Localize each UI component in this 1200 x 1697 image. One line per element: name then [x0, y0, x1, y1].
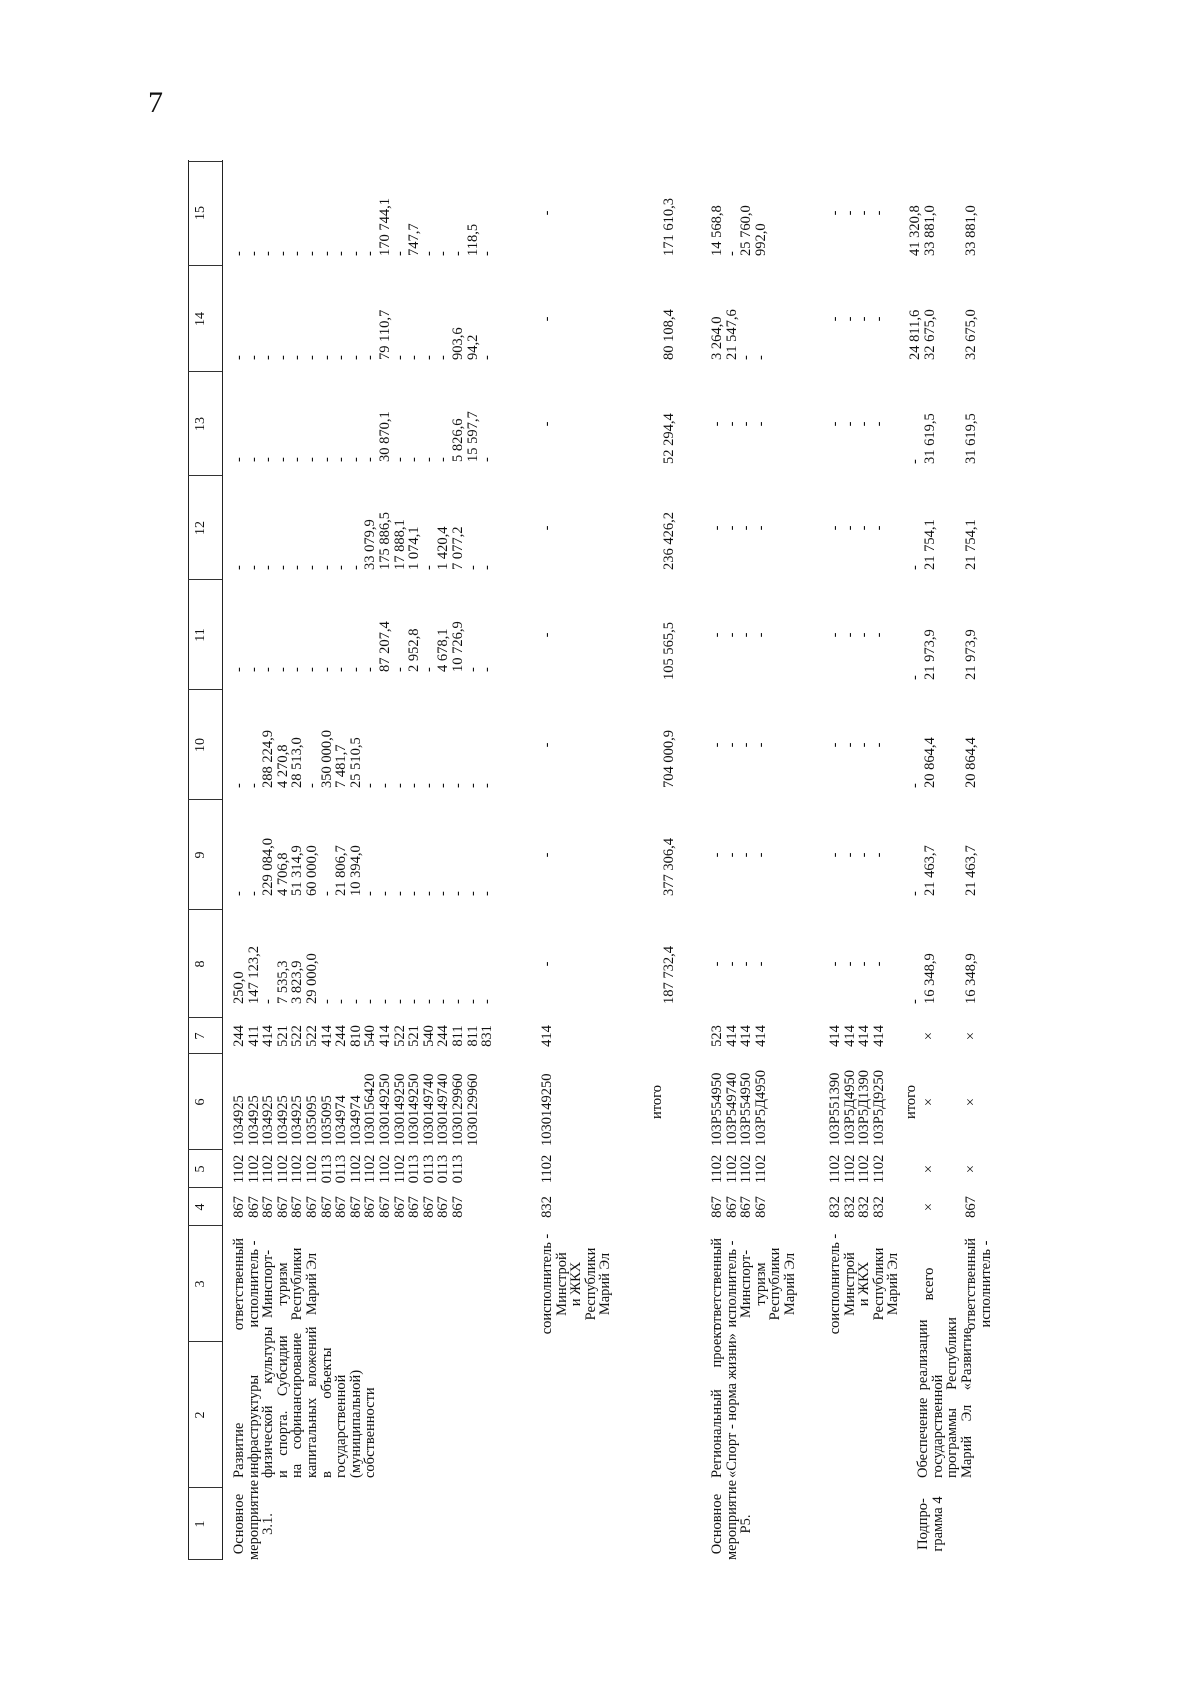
amount-dashes: - - - - — [827, 742, 887, 748]
col-header: 3 — [193, 1280, 208, 1288]
rotated-table — [188, 160, 1188, 1560]
rzpr-codes: 1102 — [539, 1154, 555, 1184]
amount-dash: - — [539, 742, 555, 748]
amount-dash: - — [539, 316, 555, 322]
total-label: итого — [649, 1085, 665, 1119]
col-divider — [188, 1341, 222, 1342]
amount-dash: - — [539, 961, 555, 967]
table-top-rule — [188, 160, 189, 1560]
amount-dashes: - - - - — [709, 632, 769, 638]
col-header: 12 — [193, 521, 208, 535]
grbs-codes: 832 832 832 832 — [827, 1196, 887, 1218]
total-value: 41 320,8 33 881,0 — [907, 205, 938, 256]
col-header: 1 — [193, 1520, 208, 1528]
amount-dashes: - - - - — [827, 525, 887, 531]
amount-dashes: - - - - — [827, 852, 887, 858]
amount-dashes: - - - - — [709, 961, 769, 967]
col-divider — [188, 371, 222, 372]
co-executor-label: соисполнитель - Минстрой и ЖКХ Республики Марий Эл — [539, 1233, 614, 1335]
total-value: 105 565,5 — [661, 622, 677, 680]
executor-label: ответственный исполнитель - Минспорт- туризм Республики Марий Эл — [709, 1237, 798, 1331]
amount-value: 20 864,4 — [963, 737, 979, 788]
amount-dashes: - - - - — [827, 316, 887, 322]
table-header-rule — [222, 160, 223, 1560]
col-divider — [188, 1053, 222, 1054]
amount-dash: - — [539, 632, 555, 638]
amounts-col15: 14 568,8 - 25 760,0 992,0 — [709, 205, 769, 256]
col-header: 15 — [193, 206, 208, 220]
rzpr-codes: 1102 1102 1102 1102 — [709, 1154, 769, 1184]
total-value: - 21 754,1 — [907, 519, 938, 570]
col-header: 2 — [193, 1411, 208, 1419]
col-divider — [188, 579, 222, 580]
row-label-measure: Основное мероприятие Р5. — [709, 1479, 755, 1560]
csr-codes: 103Р551390 103Р5Д4950 103Р5Д1390 103Р5Д9250 — [827, 1070, 887, 1146]
total-value: 704 000,9 — [661, 730, 677, 788]
rzpr-codes: 1102 1102 1102 1102 1102 1102 0113 0113 1102 1102 1102 1102 0113 0113 0113 0113 — [231, 1154, 466, 1184]
amount-dashes: - - - - — [709, 421, 769, 427]
rzpr-codes: 1102 1102 1102 1102 — [827, 1154, 887, 1184]
cross-mark: × — [921, 1164, 937, 1174]
subprogram-description: Обеспечение реализации государственной программы Республики Марий Эл «Развитие — [915, 1317, 975, 1478]
amount-value: 21 973,9 — [963, 629, 979, 680]
measure-description: Региональный проект «Спорт - норма жизни» — [709, 1325, 740, 1478]
col-divider — [188, 1559, 222, 1560]
amounts-col14: 3 264,0 21 547,6 - - — [709, 309, 769, 360]
csr-codes: 103Р554950 103Р549740 103Р554950 103Р5Д4950 — [709, 1070, 769, 1146]
total-value: 187 732,4 — [661, 946, 677, 1004]
col-divider — [188, 1017, 222, 1018]
amount-value: 21 463,7 — [963, 845, 979, 896]
col-header: 4 — [193, 1203, 208, 1211]
amount-dash: - — [539, 852, 555, 858]
col-divider — [188, 265, 222, 266]
amount-dashes: - - - - — [827, 421, 887, 427]
col-divider — [188, 1149, 222, 1150]
col-divider — [188, 1225, 222, 1226]
amount-value: 32 675,0 — [963, 309, 979, 360]
col-header: 13 — [193, 417, 208, 431]
executor-label: ответственный исполнитель - — [963, 1237, 994, 1331]
amount-value: 31 619,5 — [963, 413, 979, 464]
cross-mark: × — [921, 1031, 937, 1041]
amount-dash: - — [539, 525, 555, 531]
amounts-col10: - - 288 224,9 4 270,8 28 513,0 - 350 000,0 7 481,7 25 510,5 - - - - - - - - - — [231, 730, 496, 788]
csr-codes: 1034925 1034925 1034925 1034925 1034925 1035095 1035095 1034974 1034974 1030156420 1030149250 1030149250 1030149250 1030149740 1030149740 1030129960 1030129960 — [231, 1073, 481, 1146]
executor-label: ответственный исполнитель - Минспорт- туризм Республики Марий Эл — [231, 1237, 320, 1331]
col-divider — [188, 161, 222, 162]
col-divider — [188, 689, 222, 690]
row-label-subprogram: Подпро- грамма 4 — [915, 1496, 946, 1552]
col-header: 11 — [193, 628, 208, 642]
amounts-col12: - - - - - - - - - 33 079,9 175 886,5 17 888,1 1 074,1 - 1 420,4 7 077,2 - - — [231, 512, 496, 570]
csr-codes: 1030149250 — [539, 1073, 555, 1146]
grbs-codes: 832 — [539, 1196, 555, 1218]
cross-mark: × — [963, 1164, 979, 1174]
col-divider — [188, 475, 222, 476]
col-divider — [188, 799, 222, 800]
amount-dashes: - - - - — [709, 742, 769, 748]
total-value: - 20 864,4 — [907, 737, 938, 788]
amounts-col11: - - - - - - - - - - 87 207,4 - 2 952,8 - 4 678,1 10 726,9 - - — [231, 621, 496, 672]
total-value: 377 306,4 — [661, 838, 677, 896]
cross-mark: × — [921, 1097, 937, 1107]
total-value: 80 108,4 — [661, 309, 677, 360]
amount-dashes: - - - - — [827, 961, 887, 967]
amount-dash: - — [539, 421, 555, 427]
col-header: 8 — [193, 960, 208, 968]
vr-codes: 523 414 414 414 — [709, 1025, 769, 1047]
amount-value: 16 348,9 — [963, 953, 979, 1004]
vr-codes: 244 411 414 521 522 522 414 244 810 540 414 522 521 540 244 811 811 831 — [231, 1025, 496, 1047]
amounts-col8: 250,0 147 123,2 - 7 535,3 3 823,9 29 000,0 - - - - - - - - - - - - — [231, 946, 496, 1004]
col-header: 9 — [193, 851, 208, 859]
grbs-codes: 867 867 867 867 — [709, 1196, 769, 1218]
grbs-code: 867 — [963, 1196, 979, 1218]
col-header: 5 — [193, 1165, 208, 1173]
total-value: - 21 973,9 — [907, 629, 938, 680]
cross-mark: × — [921, 1202, 937, 1212]
amount-dashes: - - - - — [709, 852, 769, 858]
co-executor-label: соисполнитель - Минстрой и ЖКХ Республики Марий Эл — [827, 1233, 902, 1335]
total-value: - 21 463,7 — [907, 845, 938, 896]
amounts-col13: - - - - - - - - - - 30 870,1 - - - - 5 826,6 15 597,7 - — [231, 411, 496, 462]
page-number: 7 — [148, 86, 163, 119]
amount-dashes: - - - - — [709, 525, 769, 531]
total-all-label: всего — [921, 1267, 937, 1301]
col-header: 14 — [193, 312, 208, 326]
amount-value: 21 754,1 — [963, 519, 979, 570]
col-divider — [188, 1487, 222, 1488]
total-value: - 31 619,5 — [907, 413, 938, 464]
total-label: итого — [903, 1085, 919, 1119]
grbs-codes: 867 867 867 867 867 867 867 867 867 867 867 867 867 867 867 867 — [231, 1196, 466, 1218]
amounts-col14: - - - - - - - - - - 79 110,7 - - - - 903,6 94,2 - — [231, 309, 496, 360]
total-value: - 16 348,9 — [907, 953, 938, 1004]
cross-mark: × — [963, 1031, 979, 1041]
col-header: 7 — [193, 1032, 208, 1040]
amount-value: 33 881,0 — [963, 205, 979, 256]
row-label-measure: Основное мероприятие 3.1. — [231, 1479, 277, 1560]
cross-mark: × — [963, 1097, 979, 1107]
vr-codes: 414 — [539, 1025, 555, 1047]
total-value: 171 610,3 — [661, 198, 677, 256]
amount-dashes: - - - - — [827, 210, 887, 216]
total-value: 24 811,6 32 675,0 — [907, 309, 938, 360]
total-value: 52 294,4 — [661, 413, 677, 464]
amounts-col9: - - 229 084,0 4 706,8 51 314,9 60 000,0 - 21 806,7 10 394,0 - - - - - - - - - — [231, 838, 496, 896]
col-divider — [188, 1187, 222, 1188]
total-value: 236 426,2 — [661, 512, 677, 570]
amount-dashes: - - - - — [827, 632, 887, 638]
col-divider — [188, 909, 222, 910]
col-header: 10 — [193, 738, 208, 752]
amounts-col15: - - - - - - - - - - 170 744,1 - 747,7 - - - 118,5 - — [231, 198, 496, 256]
measure-description: Развитие инфраструктуры физической культуры и спорта. Субсидии на софинансирование капитальных вложений в объекты государственной (муниципальной) собственности — [231, 1326, 379, 1478]
vr-codes: 414 414 414 414 — [827, 1025, 887, 1047]
col-header: 6 — [193, 1098, 208, 1106]
amount-dash: - — [539, 210, 555, 216]
